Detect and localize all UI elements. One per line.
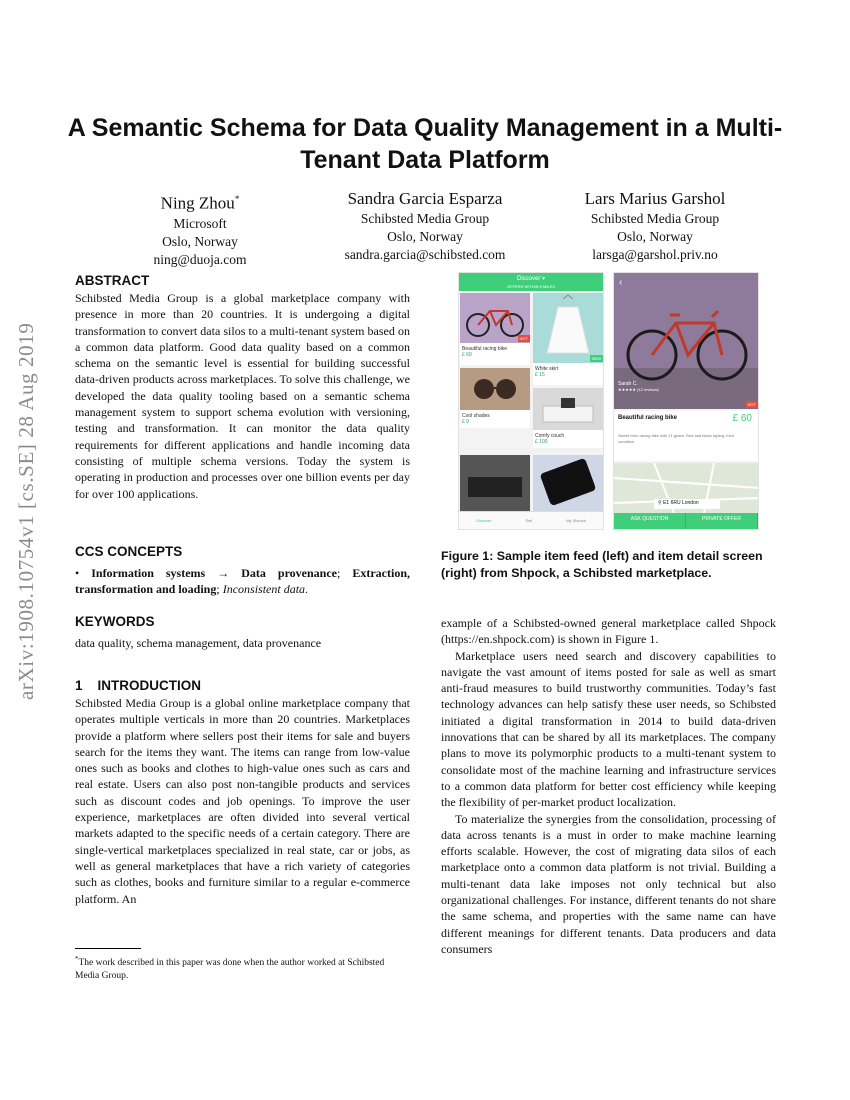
author-block <box>120 188 280 269</box>
couch-image <box>533 388 603 430</box>
item-label: White skirt <box>535 366 559 372</box>
seller-name: Sarah C. <box>618 381 638 387</box>
feed-header-title: Discover ▾ <box>516 276 546 282</box>
seller-reviews: ★★★★★ (12 reviews) <box>618 387 659 392</box>
feed-item-tile <box>460 293 530 365</box>
author-affiliation: Schibsted Media Group <box>360 211 490 226</box>
item-price: £ 15 <box>535 372 545 378</box>
author-block <box>315 188 535 264</box>
tab-discover: Discover <box>475 518 492 523</box>
electronics-images <box>460 455 604 511</box>
keywords-section <box>75 613 410 651</box>
detail-item-description: Sweet retro racing bike with 21 gears. Red and black styling, mint condition. <box>618 433 734 444</box>
feed-header-subtitle: OFFERS WITHIN 5 MILES <box>506 284 555 289</box>
item-label: Comfy couch <box>535 433 565 439</box>
figure-1 <box>458 272 759 530</box>
intro-paragraph: Marketplace users need search and discovery capabilities to navigate the vast amount of items posted for sale as well as smart anti-fraud measures to build trustworthy communities. Today’s fast technology advances can help satisfy these user needs, so Schibsted initiated a digital transformation in 2014 to build data-driven innovations that can be shared by all its marketplaces. The company plans to move its polymorphic products to a multi-tenant system to consolidate most of the machine learning and infrastructure services to a common data platform for better cost efficiency while keeping the flexibility of per-market product localization. <box>441 648 776 810</box>
new-badge: NEW <box>591 356 601 361</box>
ask-question-button: ASK QUESTION <box>614 513 686 529</box>
keywords-heading: KEYWORDS <box>75 614 155 629</box>
seller-info <box>618 381 659 392</box>
intro-paragraph: example of a Schibsted-owned general marketplace called Shpock (https://en.shpock.com) is shown in Figure 1. <box>441 616 776 647</box>
feed-item-tile <box>533 293 603 385</box>
author-email: sandra.garcia@schibsted.com <box>344 247 506 262</box>
intro-paragraph: To materialize the synergies from the consolidation, processing of data across tenants is a must in order to make machine learning efforts scalable. However, the cost of migrating data silos of each marketplace onto a common data platform is not trivial. Building a multi-tenant data lake imposes not only technical but also organizational challenges. For instance, different tenants do not share the same schema, and properties with the same name can have different meanings for different tenants. Data producers and data consumers <box>441 811 776 956</box>
tab-my-shpock: My Shpock <box>566 518 586 523</box>
item-price: £ 9 <box>462 419 469 425</box>
arxiv-identifier: arXiv:1908.10754v1 [cs.SE] 28 Aug 2019 <box>14 322 38 700</box>
tab-sell: Sell <box>525 518 533 523</box>
item-label: Beautiful racing bike <box>462 346 508 352</box>
detail-info <box>614 411 758 461</box>
white-skirt-image <box>533 293 603 363</box>
detail-item-title: Beautiful racing bike <box>618 415 678 421</box>
phone-screenshot-detail <box>613 272 759 530</box>
phone-screenshot-feed <box>458 272 604 530</box>
author-name: Ning Zhou* <box>160 193 240 213</box>
intro-paragraph: Schibsted Media Group is a global online marketplace company that operates multiple verticals in more than 20 countries. Marketplaces provide a platform where sellers post their items for sale and buyers search for the items they want. The items can range from low-value ones such as books and clothes to high-value ones such as cars and real estate. Users can also post non-tangible products and services such as discount codes and job openings. To improve the user experience, marketplaces are often divided into several vertical markets adapted to the specific needs of a certain category. There are single-vertical marketplaces specialized in real state, car or jobs, as well as general marketplaces that have a rich variety of categories such as clothes, books and furniture similar to a regular e-commerce platform. An <box>75 696 410 906</box>
intro-continued <box>441 615 776 957</box>
feed-header <box>459 273 603 291</box>
paper-title: A Semantic Schema for Data Quality Management in a Multi-Tenant Data Platform <box>67 114 783 174</box>
ccs-section <box>75 543 410 598</box>
author-block <box>560 188 750 264</box>
author-email: larsga@garshol.priv.no <box>592 247 718 262</box>
feed-item-tile <box>460 368 530 428</box>
abstract-section <box>75 272 410 502</box>
item-price: £ 100 <box>535 439 548 445</box>
footnote-rule <box>75 948 141 949</box>
author-location: Oslo, Norway <box>162 233 238 249</box>
svg-text:‹: ‹ <box>619 277 623 288</box>
author-name: Sandra Garcia Esparza <box>347 189 503 208</box>
item-label: Cool shades <box>462 413 490 419</box>
figure-caption: Figure 1: Sample item feed (left) and item detail screen (right) from Shpock, a Schibsted marketplace. <box>441 549 763 580</box>
introduction-section <box>75 677 410 907</box>
author-location: Oslo, Norway <box>387 229 463 244</box>
private-offer-button: PRIVATE OFFER <box>686 513 758 529</box>
author-location: Oslo, Norway <box>617 229 693 244</box>
location-map <box>614 463 758 513</box>
location-label: ⚲ E1 6RU London <box>658 500 699 506</box>
detail-item-price: £ 60 <box>732 413 752 424</box>
hot-badge: HOT <box>747 402 756 407</box>
abstract-text: Schibsted Media Group is a global marketplace company with presence in more than 20 countries. It is undergoing a digital transformation to convert data silos to a multi-tenant system based on a common data platform. Good data quality based on a common schema on the semantic level is essential for building successful data-driven products across marketplaces. To solve this challenge, we developed the data quality tooling based on a semantic schema management system to support schema evolution with versioning, testing and transformation. It can monitor the data quality requirements for different applications and handle incoming data consisting of multiple schema versions. Today the system is operating in production and processes over one billion events per day for over 100 applications. <box>75 291 410 501</box>
item-price: £ 60 <box>462 352 472 358</box>
keywords-text: data quality, schema management, data provenance <box>75 636 322 650</box>
author-affiliation: Schibsted Media Group <box>590 211 720 226</box>
pin-icon: ⚲ <box>658 500 664 506</box>
author-name: Lars Marius Garshol <box>584 189 726 208</box>
feed-item-tile <box>533 388 603 448</box>
ccs-text: • Information systems → Data provenance; Extraction, transformation and loading; Inconsistent data. <box>75 566 411 597</box>
author-email: ning@duoja.com <box>153 251 247 267</box>
introduction-heading: 1 INTRODUCTION <box>75 678 202 693</box>
feed-tab-bar <box>459 511 603 529</box>
hot-badge: HOT <box>519 336 528 341</box>
detail-action-bar <box>614 513 758 529</box>
footnote: *The work described in this paper was done when the author worked at Schibsted Media Group. <box>75 955 385 982</box>
ccs-heading: CCS CONCEPTS <box>75 544 183 559</box>
sunglasses-image <box>460 368 530 410</box>
author-affiliation: Microsoft <box>173 215 227 231</box>
abstract-heading: ABSTRACT <box>75 273 150 288</box>
